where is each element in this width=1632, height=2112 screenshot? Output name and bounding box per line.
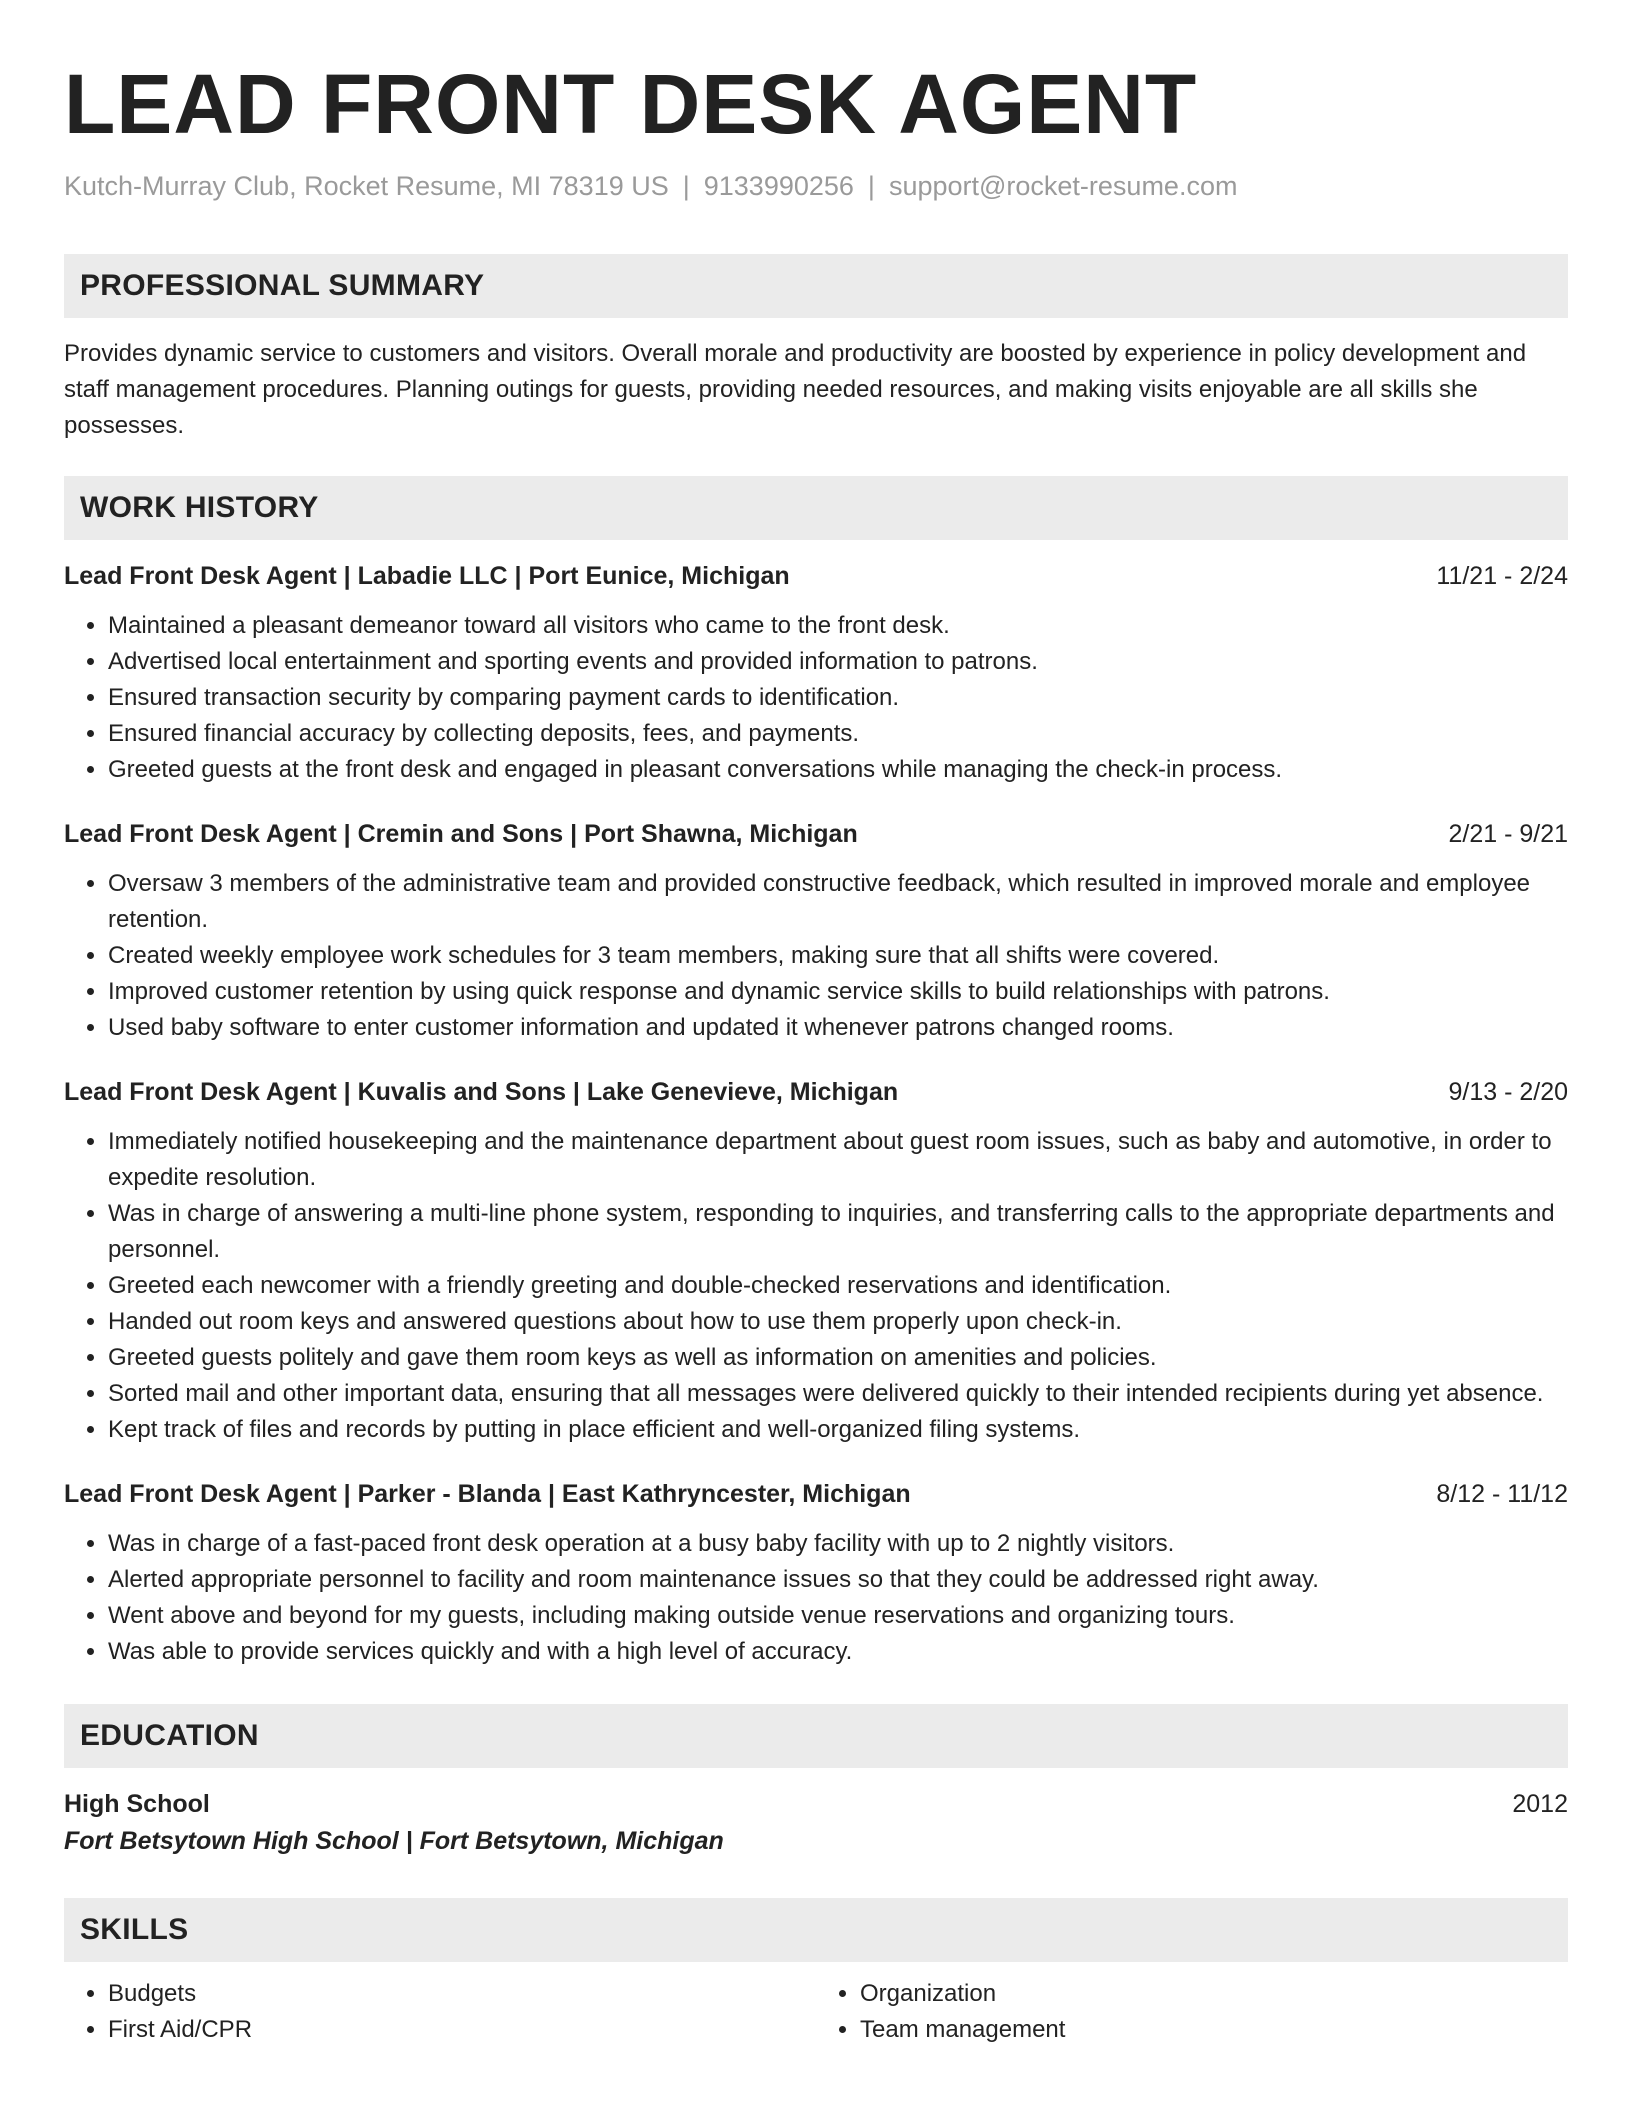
- summary-text: Provides dynamic service to customers and visitors. Overall morale and productivity are boosted by experience in policy development and staff management procedures. Planning outings for guests, providing needed resources, and making visits enjoyable are all skills she possesses.: [64, 340, 1527, 439]
- job-bullet: • Maintained a pleasant demeanor toward all visitors who came to the front desk.: [108, 608, 1568, 644]
- skills-list: [64, 1976, 1568, 2048]
- skill-item: • Budgets: [108, 1976, 816, 2012]
- job-entry: [64, 816, 1568, 1046]
- contact-email: support@rocket-resume.com: [888, 171, 1238, 201]
- job-dates: 11/21 - 2/24: [1436, 562, 1568, 590]
- contact-address: Kutch-Murray Club, Rocket Resume, MI 78319 US: [64, 171, 669, 201]
- education-degree: High School: [64, 1790, 210, 1818]
- job-bullet: • Was in charge of answering a multi-line phone system, responding to inquiries, and transferring calls to the appropriate departments and personnel.: [108, 1196, 1568, 1268]
- job-bullet: • Advertised local entertainment and sporting events and provided information to patrons.: [108, 644, 1568, 680]
- section-heading-education: EDUCATION: [64, 1704, 1568, 1768]
- job-dates: 9/13 - 2/20: [1448, 1078, 1568, 1106]
- job-title: Lead Front Desk Agent | Parker - Blanda | East Kathryncester, Michigan: [64, 1480, 911, 1508]
- contact-separator: |: [867, 171, 875, 201]
- education-year: 2012: [1512, 1790, 1568, 1818]
- resume-title: LEAD FRONT DESK AGENT: [64, 57, 1198, 151]
- job-bullet: • Improved customer retention by using quick response and dynamic service skills to build relationships with patrons.: [108, 974, 1568, 1010]
- job-bullet: • Kept track of files and records by putting in place efficient and well-organized filing systems.: [108, 1412, 1568, 1448]
- job-title: Lead Front Desk Agent | Labadie LLC | Port Eunice, Michigan: [64, 562, 790, 590]
- job-bullet: • Used baby software to enter customer information and updated it whenever patrons changed rooms.: [108, 1010, 1568, 1046]
- education-entry: [64, 1786, 1568, 1860]
- job-bullet: • Ensured financial accuracy by collecting deposits, fees, and payments.: [108, 716, 1568, 752]
- job-bullet: • Sorted mail and other important data, ensuring that all messages were delivered quickly to their intended recipients during yet absence.: [108, 1376, 1568, 1412]
- job-title: Lead Front Desk Agent | Cremin and Sons | Port Shawna, Michigan: [64, 820, 858, 848]
- job-dates: 2/21 - 9/21: [1448, 820, 1568, 848]
- job-bullet: • Greeted guests politely and gave them room keys as well as information on amenities and policies.: [108, 1340, 1568, 1376]
- section-heading-skills: SKILLS: [64, 1898, 1568, 1962]
- job-entry: [64, 1074, 1568, 1448]
- skills-column-right: [816, 1976, 1568, 2048]
- job-entry: [64, 558, 1568, 788]
- skill-item: • Organization: [860, 1976, 1568, 2012]
- contact-phone: 9133990256: [703, 171, 854, 201]
- skills-column-left: [64, 1976, 816, 2048]
- job-bullet: • Ensured transaction security by comparing payment cards to identification.: [108, 680, 1568, 716]
- job-bullets: [64, 1124, 1568, 1448]
- job-title: Lead Front Desk Agent | Kuvalis and Sons | Lake Genevieve, Michigan: [64, 1078, 899, 1106]
- job-bullet: • Alerted appropriate personnel to facility and room maintenance issues so that they could be addressed right away.: [108, 1562, 1568, 1598]
- skill-item: • First Aid/CPR: [108, 2012, 816, 2048]
- section-heading-work-history: WORK HISTORY: [64, 476, 1568, 540]
- education-school: Fort Betsytown High School | Fort Betsytown, Michigan: [64, 1827, 724, 1855]
- job-entry: [64, 1476, 1568, 1670]
- job-bullet: • Created weekly employee work schedules for 3 team members, making sure that all shifts were covered.: [108, 938, 1568, 974]
- job-bullet: • Handed out room keys and answered questions about how to use them properly upon check-in.: [108, 1304, 1568, 1340]
- job-bullets: [64, 1526, 1568, 1670]
- job-dates: 8/12 - 11/12: [1436, 1480, 1568, 1508]
- contact-line: [64, 168, 1568, 204]
- job-bullet: • Was in charge of a fast-paced front desk operation at a busy baby facility with up to 2 nightly visitors.: [108, 1526, 1568, 1562]
- contact-separator: |: [682, 171, 690, 201]
- job-bullets: [64, 866, 1568, 1046]
- job-bullet: • Oversaw 3 members of the administrative team and provided constructive feedback, which resulted in improved morale and employee retention.: [108, 866, 1568, 938]
- job-bullet: • Greeted each newcomer with a friendly greeting and double-checked reservations and identification.: [108, 1268, 1568, 1304]
- job-bullets: [64, 608, 1568, 788]
- skill-item: • Team management: [860, 2012, 1568, 2048]
- job-bullet: • Immediately notified housekeeping and the maintenance department about guest room issues, such as baby and automotive, in order to expedite resolution.: [108, 1124, 1568, 1196]
- job-bullet: • Was able to provide services quickly and with a high level of accuracy.: [108, 1634, 1568, 1670]
- job-bullet: • Greeted guests at the front desk and engaged in pleasant conversations while managing the check-in process.: [108, 752, 1568, 788]
- job-bullet: • Went above and beyond for my guests, including making outside venue reservations and organizing tours.: [108, 1598, 1568, 1634]
- section-heading-summary: PROFESSIONAL SUMMARY: [64, 254, 1568, 318]
